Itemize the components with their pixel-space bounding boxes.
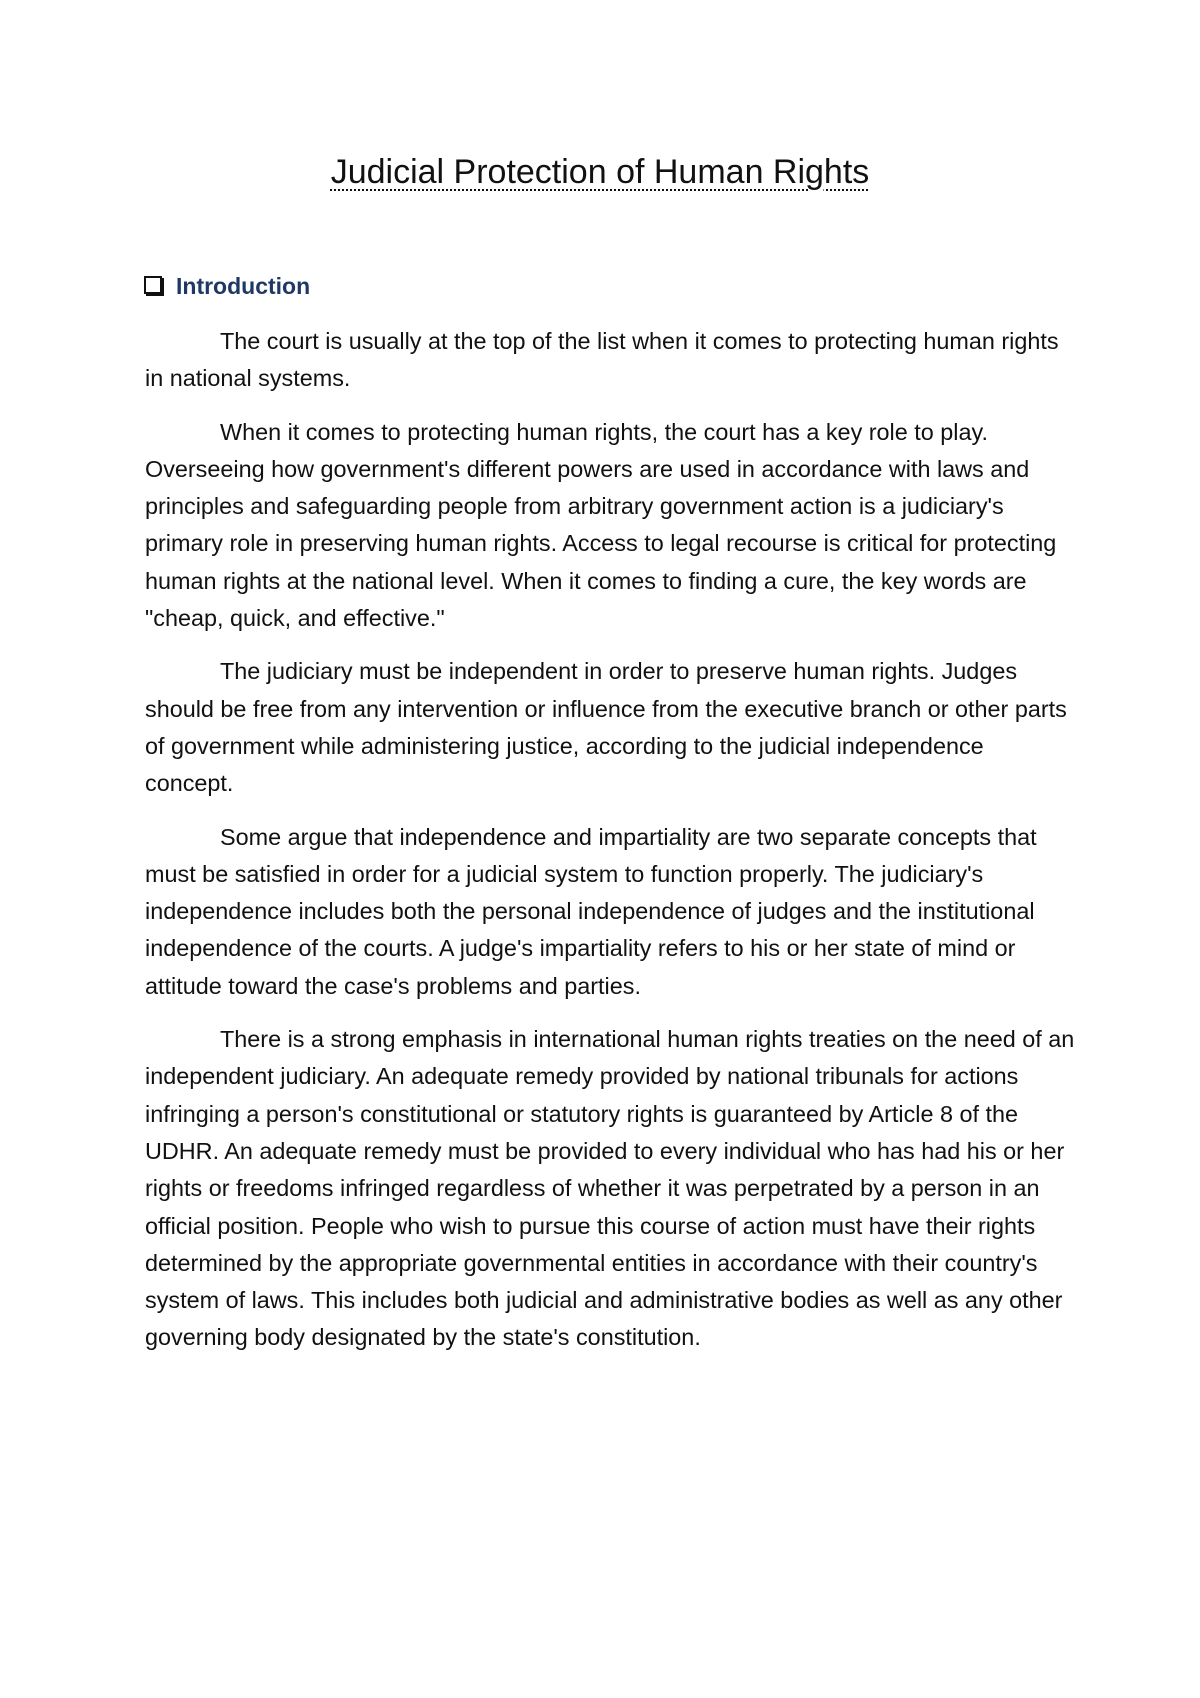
checkbox-icon <box>144 276 162 294</box>
document-title-text: Judicial Protection of Human Rights <box>330 153 870 191</box>
paragraph-5: There is a strong emphasis in international human rights treaties on the need of an independent judiciary. An adequate remedy provided by national tribunals for actions infringing a person's constitutional or statutory rights is guaranteed by Article 8 of the UDHR. An adequate remedy must be provided to every individual who has had his or her rights or freedoms infringed regardless of whether it was perpetrated by a person in an official position. People who wish to pursue this course of action must have their rights determined by the appropriate governmental entities in accordance with their country's system of laws. This includes both judicial and administrative bodies as well as any other governing body designated by the state's constitution. <box>145 1026 1075 1351</box>
paragraph-1: The court is usually at the top of the list when it comes to protecting human rights in national systems. <box>145 328 1059 392</box>
document-body <box>145 323 1075 1373</box>
paragraph-4: Some argue that independence and impartiality are two separate concepts that must be satisfied in order for a judicial system to function properly. The judiciary's independence includes both the personal independence of judges and the institutional independence of the courts. A judge's impartiality refers to his or her state of mind or attitude toward the case's problems and parties. <box>145 823 1037 999</box>
section-heading-introduction <box>144 271 310 301</box>
section-heading-text: Introduction <box>176 273 311 299</box>
paragraph-2: When it comes to protecting human rights, the court has a key role to play. Overseeing how government's different powers are used in accordance with laws and principles and safeguarding people from arbitrary government action is a judiciary's primary role in preserving human rights. Access to legal recourse is critical for protecting human rights at the national level. When it comes to finding a cure, the key words are "cheap, quick, and effective." <box>145 418 1057 632</box>
paragraph-3: The judiciary must be independent in order to preserve human rights. Judges should be free from any intervention or influence from the executive branch or other parts of government while administering justice, according to the judicial independence concept. <box>145 658 1067 797</box>
document-title <box>0 150 1200 194</box>
